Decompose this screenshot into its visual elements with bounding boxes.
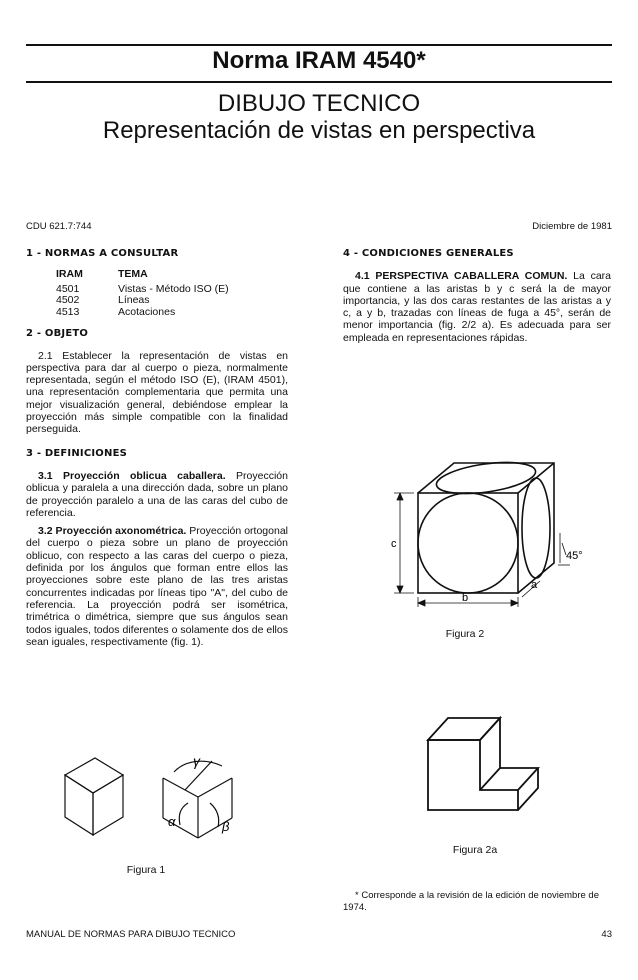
top-rule <box>26 44 612 46</box>
iram-number: 4513 <box>56 305 80 318</box>
page-title: Representación de vistas en perspectiva <box>102 117 536 144</box>
definition-3-2-term: 3.2 Proyección axonométrica. <box>38 525 187 538</box>
figure-2a-drawing <box>420 710 560 820</box>
isometric-cube <box>65 758 123 835</box>
subject-title: DIBUJO TECNICO <box>217 90 421 117</box>
cdu-code: CDU 621.7:744 <box>26 221 92 232</box>
title-rule <box>26 81 612 83</box>
section-1-heading: 1 - NORMAS A CONSULTAR <box>26 248 179 259</box>
right-column <box>343 248 611 344</box>
section-2-text: 2.1 Establecer la representación de vistas en perspectiva para dar al cuerpo o pieza, normalmente representada, según el método ISO (E), (IRAM 4501), una representación complementaria que permita una mejor visualización general, debiéndose emplear la proyección más simple compatible con la finalidad perseguida. <box>26 349 288 436</box>
definition-3-1-term: 3.1 Proyección oblicua caballera. <box>38 469 226 482</box>
tema-text: Acotaciones <box>118 305 176 318</box>
dimension-b-label: b <box>462 592 469 604</box>
figure-2a-caption: Figura 2a <box>452 844 498 856</box>
section-3-heading: 3 - DEFINICIONES <box>26 447 128 459</box>
definition-3-1 <box>26 470 288 519</box>
figure-2-drawing <box>380 455 590 620</box>
section-4-heading: 4 - CONDICIONES GENERALES <box>343 248 514 259</box>
gamma-label: γ <box>193 753 200 769</box>
alpha-label: α <box>168 814 176 829</box>
reference-table <box>56 269 229 318</box>
figure-1-caption: Figura 1 <box>126 864 166 876</box>
dimension-c-label: c <box>391 538 397 550</box>
document-date: Diciembre de 1981 <box>532 221 612 232</box>
definition-3-1-text: Proyección oblicua y paralela a una dirección dada, sobre un plano de proyección paralelo a una de las caras del cubo de referencia. <box>26 469 288 519</box>
col-header-iram: IRAM <box>56 268 83 281</box>
col-header-tema: TEMA <box>118 268 148 281</box>
dimension-a-label: a <box>531 579 538 591</box>
definition-3-2 <box>26 525 288 648</box>
stepped-block <box>428 718 538 810</box>
page-number: 43 <box>601 929 612 940</box>
iram-number: 4502 <box>56 294 80 307</box>
condition-4-1-text: La cara que contiene a las aristas b y c será la de mayor importancia, y las dos caras restantes de las aristas a y c, a y b, trazadas con líneas de fuga a 45°, serán de menor importancia (fig. 2/2 a). Es adecuada para ser empleada en representaciones rápidas. <box>343 270 612 344</box>
figure-1-drawing <box>60 730 260 850</box>
left-column <box>26 248 288 648</box>
footnote: * Corresponde a la revisión de la edición de noviembre de 1974. <box>343 890 599 913</box>
section-2-heading: 2 - OBJETO <box>26 328 89 340</box>
table-row <box>56 307 229 319</box>
dimension-lines <box>394 493 570 607</box>
standard-title: Norma IRAM 4540* <box>212 47 426 74</box>
condition-4-1-term: 4.1 PERSPECTIVA CABALLERA COMUN. <box>355 270 568 283</box>
angle-45-label: 45° <box>566 550 583 562</box>
condition-4-1 <box>343 270 611 344</box>
definition-3-2-text: Proyección ortogonal del cuerpo o pieza sobre un plano de proyección oblicuo, con respecto a las caras del cuerpo o pieza, definida por los ángulos que forman entre ellos las proyecciones sobre este plano de las tres aristas concurrentes indicadas por líneas tipo "A", del cubo de referencia. La proyección podrá ser isométrica, trimétrica o dimétrica, siempre que sus ángulos sean todos iguales, todos diferentes o solamente dos de ellos sean iguales, respectivamente (fig. 1). <box>26 525 288 648</box>
tema-text: Líneas <box>118 294 150 307</box>
beta-label: β <box>222 819 230 834</box>
tema-text: Vistas - Método ISO (E) <box>118 282 229 295</box>
figure-2-caption: Figura 2 <box>445 628 485 640</box>
footer-manual-title: MANUAL DE NORMAS PARA DIBUJO TECNICO <box>26 929 236 940</box>
cavalier-cube <box>418 457 554 593</box>
iram-number: 4501 <box>56 282 80 295</box>
